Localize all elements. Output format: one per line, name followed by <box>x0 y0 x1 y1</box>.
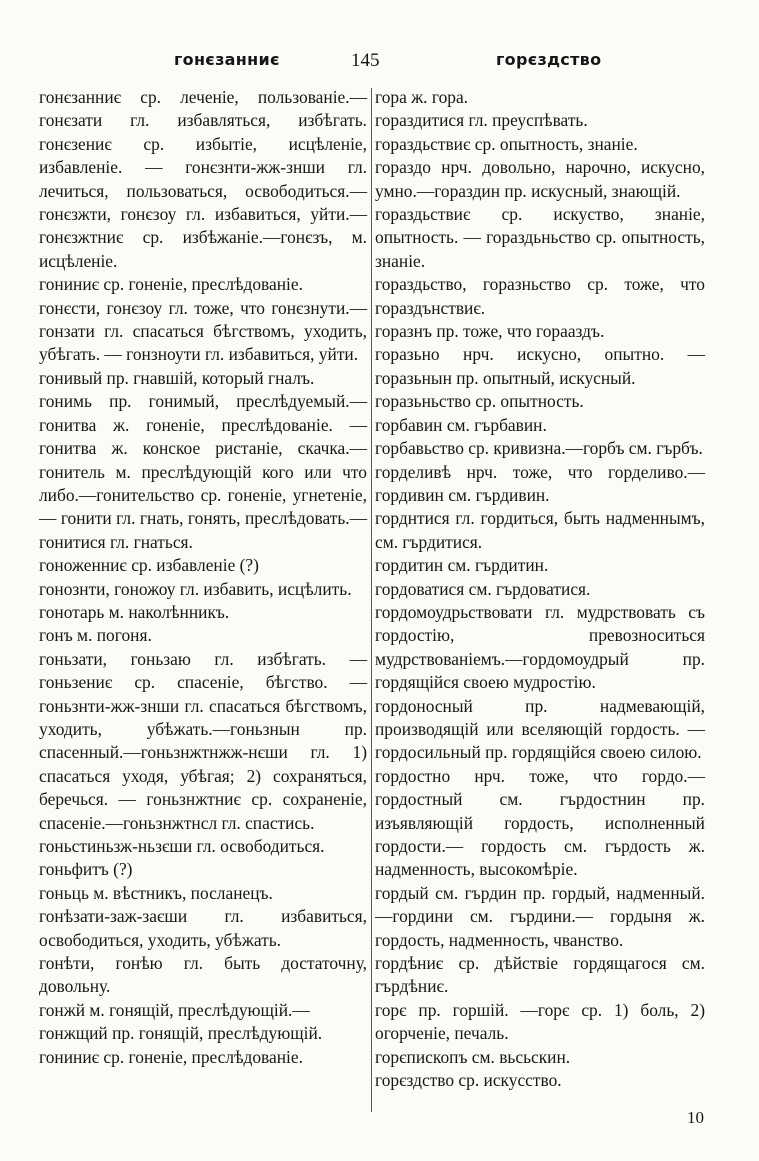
dictionary-entry: гордостно нрч. тоже, что гордо.—гордостный см. гърдостнин пр. изъявляющій гордость, исполненный гордости.— гордость см. гърдость ж. надменность, высокомѣріе. <box>375 765 705 880</box>
dictionary-entry: гордоватися см. гърдоватися. <box>375 578 591 599</box>
dictionary-entry: горазнъ пр. тоже, что горааздъ. <box>375 321 605 342</box>
dictionary-entry: гоньфитъ (?) <box>39 859 133 880</box>
page-header <box>28 36 728 70</box>
dictionary-entry: гонотарь м. наколѣнникъ. <box>39 601 230 622</box>
dictionary-entry: гонимь пр. гонимый, преслѣдуемый.—гонитва ж. гоненіе, преслѣдованіе. — гонитва ж. конское ристаніе, скачка.—гонитель м. преслѣдующій кого или что либо.—гонительство ср. гоненіе, угнетеніе,— гонити гл. гнать, гонять, преслѣдовать.—гонитися гл. гнаться. <box>39 391 367 552</box>
page-number: 145 <box>351 50 380 71</box>
dictionary-entry: гордоносный пр. надмевающій, производящій или вселяющій гордость. — гордосильный пр. гордящійся своею силою. <box>375 695 705 763</box>
dictionary-entry: горбавин см. гърбавин. <box>375 414 547 435</box>
dictionary-entry: горделивѣ нрч. тоже, что горделиво.— гордивин см. гърдивин. <box>375 461 705 505</box>
dictionary-entry: гонѣзати-заж-заєши гл. избавиться, освободиться, уходить, убѣжать. <box>39 906 367 950</box>
dictionary-entry: гонєсти, гонєзоу гл. тоже, что гонєзнути.—гонзати гл. спасаться бѣгствомъ, уходить, убѣгать. — гонзноути гл. избавиться, уйти. <box>39 297 367 365</box>
dictionary-entry: гонжщий пр. гонящій, преслѣдующій. <box>39 1023 323 1044</box>
dictionary-entry: горє пр. горшій. —горє ср. 1) боль, 2) огорченіе, печаль. <box>375 999 705 1044</box>
dictionary-entry: гордый см. гърдин пр. гордый, надменный.—гордини см. гърдини.— гордыня ж. гордость, надменность, чванство. <box>375 882 705 950</box>
dictionary-entry: гонєзанниє ср. леченіе, пользованіе.— гонєзати гл. избавляться, избѣгать. гонєзениє ср. избытіе, исцѣленіе, избавленіе. — гонєзнти-жж-знши гл. лечиться, пользоваться, освободиться.—гонєзжти, гонєзоу гл. избавиться, уйти.—гонєзжтниє ср. избѣжаніе.—гонєзъ, м. исцѣленіе. <box>39 87 367 271</box>
dictionary-entry: гораздьство, горазньство ср. тоже, что гораздънствиє. <box>375 274 705 318</box>
dictionary-entry: гордѣниє ср. дѣйствіе гордящагося см. гърдѣниє. <box>375 953 705 997</box>
signature-mark: 10 <box>687 1108 704 1127</box>
dictionary-entry: гора ж. гора. <box>375 87 469 107</box>
dictionary-entry: гоньць м. вѣстникъ, посланецъ. <box>39 882 273 903</box>
column-divider <box>371 88 372 1112</box>
dictionary-entry: гонивый пр. гнавшій, который гналъ. <box>39 367 315 388</box>
dictionary-entry: гонознти, гоножоу гл. избавить, исцѣлить. <box>39 578 352 599</box>
dictionary-entry: гоноженниє ср. избавленіе (?) <box>39 555 259 576</box>
dictionary-entry: горазьньство ср. опытность. <box>375 391 584 412</box>
dictionary-entry: гоньзати, гоньзаю гл. избѣгать. — гоньзениє ср. спасеніе, бѣгство. — гоньзнти-жж-знши гл. спасаться бѣгствомъ, уходить, убѣжать.—гоньзнын пр. спасенный.—гоньзнжтнжж-нєши гл. 1) спасаться уходя, убѣгая; 2) сохраняться, беречься. — гоньзнжтниє ср. сохраненіе, спасеніе.—гоньзнжтнсл гл. спастись. <box>39 648 367 833</box>
dictionary-entry: гонѣти, гонѣю гл. быть достаточну, довольну. <box>39 953 367 997</box>
dictionary-entry: гонжй м. гонящій, преслѣдующій.— <box>39 999 310 1020</box>
dictionary-entry: гораздитися гл. преуспѣвать. <box>375 110 588 131</box>
dictionary-entry: гонъ м. погоня. <box>39 625 152 646</box>
dictionary-entry: гораздьствиє ср. опытность, знаніе. <box>375 133 638 154</box>
running-headword-right: горєздство <box>496 50 602 69</box>
left-column <box>39 86 367 1069</box>
dictionary-entry: горднтися гл. гордиться, быть надменнымъ, см. гърдитися. <box>375 508 705 552</box>
dictionary-entry: гораздьствиє ср. искуство, знаніе, опытность. — гораздьньство ср. опытность, знаніе. <box>375 204 705 271</box>
right-column <box>375 86 705 1092</box>
dictionary-entry: гоньстиньзж-ньзєши гл. освободиться. <box>39 836 325 856</box>
dictionary-entry: гониниє ср. гоненіе, преслѣдованіе. <box>39 274 303 295</box>
running-headword-left: гонєзанниє <box>174 50 280 69</box>
dictionary-entry: горазьно нрч. искусно, опытно. — горазьнын пр. опытный, искусный. <box>375 344 705 388</box>
dictionary-entry: гордитин см. гърдитин. <box>375 555 549 576</box>
dictionary-entry: гониниє ср. гоненіе, преслѣдованіе. <box>39 1046 303 1067</box>
dictionary-entry: гораздо нрч. довольно, нарочно, искусно, умно.—гораздин пр. искусный, знающій. <box>375 157 705 201</box>
dictionary-entry: горєздство ср. искусство. <box>375 1070 562 1091</box>
dictionary-entry: горбавьство ср. кривизна.—горбъ см. гърбъ. <box>375 438 703 459</box>
dictionary-entry: гордомоудрьствовати гл. мудрствовать съ гордостію, превозноситься мудрствованіемъ.—гордомоудрый пр. гордящійся своею мудростію. <box>375 601 705 693</box>
dictionary-entry: горєпископъ см. вьсьскин. <box>375 1046 571 1067</box>
